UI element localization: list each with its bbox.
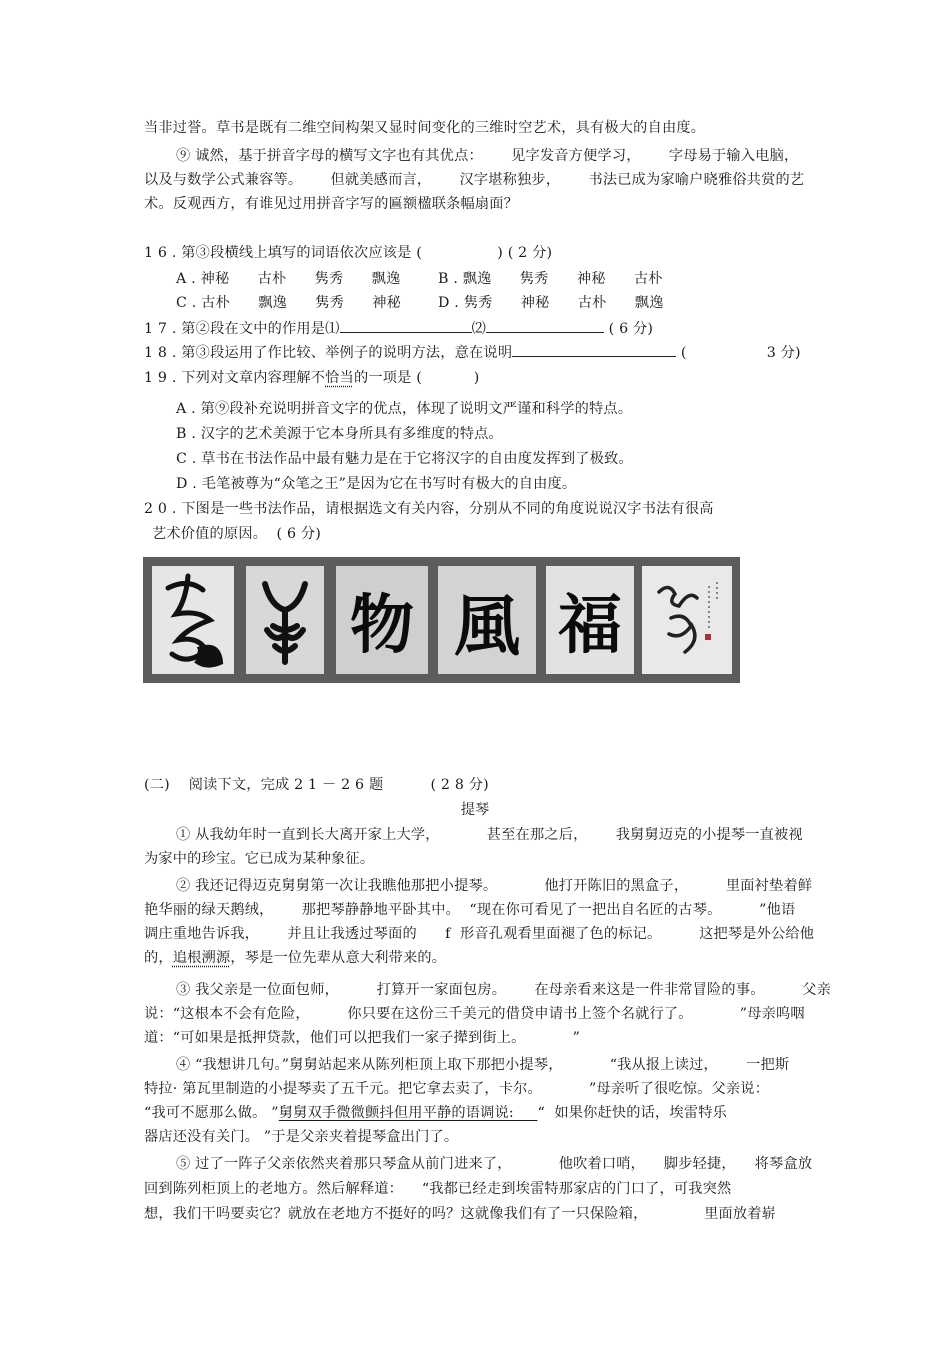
q19-option-b: B . 汉字的艺术美源于它本身所具有多维度的特点。	[176, 426, 503, 442]
underlined-sentence: 舅舅双手微微颤抖但用平静的语调说:	[278, 1105, 538, 1121]
question-18: 1 8 . 第③段运用了作比较、举例子的说明方法，意在说明 ( 3 分)	[144, 342, 801, 363]
emphasis-dots: 追根溯源	[172, 950, 231, 966]
paragraph-3-line3: 道：“可如果是抵押贷款，他们可以把我们一家子撵到街上。 ”	[144, 1030, 581, 1046]
paragraph-5-line1: ⑤ 过了一阵子父亲依然夹着那只琴盒从前门进来了， 他吹着口哨， 脚步轻捷， 将琴盒放	[176, 1156, 813, 1172]
passage-line: 当非过誉。草书是既有二维空间构架又显时间变化的三维时空艺术，具有极大的自由度。	[144, 120, 706, 136]
q16-option-a: A . 神秘 古朴 隽秀 飘逸	[176, 271, 401, 287]
paragraph-3-line1: ③ 我父亲是一位面包师， 打算开一家面包房。 在母亲看来这是一件非常冒险的事。 父亲	[176, 982, 832, 998]
running-script-drawing	[645, 570, 729, 670]
paragraph-5-line2: 回到陈列柜顶上的老地方。然后解释道： “我都已经走到埃雷特那家店的门口了，可我突然	[144, 1181, 732, 1197]
question-20-line1: 2 0 . 下图是一些书法作品，请根据选文有关内容，分别从不同的角度说说汉字书法有很高	[144, 501, 714, 517]
section-2-heading: (二) 阅读下文，完成 2 1 － 2 6 题 ( 2 8 分)	[144, 777, 489, 793]
q19-option-a: A . 第⑨段补充说明拼音文字的优点，体现了说明文严谨和科学的特点。	[176, 401, 633, 417]
question-20-line2: 艺术价值的原因。 ( 6 分)	[152, 526, 322, 542]
seal-script-panel	[246, 566, 324, 674]
paragraph-3-line2: 说：“这根本不会有危险， 你只要在这份三千美元的借贷申请书上签个名就行了。 ”母亲呜咽	[144, 1006, 805, 1022]
article-title: 提琴	[460, 802, 490, 818]
calligraphy-char-wu: 物	[336, 566, 428, 674]
q16-option-d: D . 隽秀 神秘 古朴 飘逸	[438, 295, 664, 311]
q18-blank[interactable]	[512, 342, 676, 357]
paragraph-4-line2: 特拉· 第瓦里制造的小提琴卖了五千元。把它拿去卖了，卡尔。 ”母亲听了很吃惊。父亲说：	[144, 1081, 770, 1097]
paragraph-2-line1: ② 我还记得迈克舅舅第一次让我瞧他那把小提琴。 他打开陈旧的黑盒子， 里面衬垫着鲜	[176, 878, 813, 894]
calligraphy-image	[143, 557, 740, 683]
paragraph-4-line3: “我可不愿那么做。 ”舅舅双手微微颤抖但用平静的语调说: “ 如果你赶快的话，埃雷特乐	[144, 1105, 727, 1121]
paragraph-4-line4: 器店还没有关门。 ”于是父亲夹着提琴盒出门了。	[144, 1129, 459, 1145]
cursive-calligraphy-panel	[152, 566, 234, 674]
paragraph-9-line1: ⑨ 诚然，基于拼音字母的横写文字也有其优点： 见字发音方便学习， 字母易于输入电脑，	[176, 148, 799, 164]
paragraph-9-line3: 术。反观西方，有谁见过用拼音字写的匾额楹联条幅扇面？	[144, 196, 519, 212]
cursive-script-drawing	[158, 570, 228, 670]
paragraph-1-line1: ① 从我幼年时一直到长大离开家上大学， 甚至在那之后， 我舅舅迈克的小提琴一直被视	[176, 827, 803, 843]
paragraph-9-line2: 以及与数学公式兼容等。 但就美感而言， 汉字堪称独步， 书法已成为家喻户晓雅俗共赏的艺	[144, 172, 805, 188]
q16-option-b: B . 飘逸 隽秀 神秘 古朴	[438, 271, 663, 287]
q16-option-c: C . 古朴 飘逸 隽秀 神秘	[176, 295, 402, 311]
running-script-panel	[642, 566, 732, 674]
paragraph-1-line2: 为家中的珍宝。它已成为某种象征。	[144, 851, 375, 867]
calligraphy-char-feng: 風	[438, 566, 536, 674]
ancient-character-drawing	[253, 570, 317, 670]
paragraph-4-line1: ④ “我想讲几句。”舅舅站起来从陈列柜顶上取下那把小提琴， “我从报上读过， 一把斯	[176, 1057, 790, 1073]
question-19: 1 9 . 下列对文章内容理解不恰当的一项是 ( )	[144, 370, 480, 386]
calligraphy-char-fu: 福	[546, 566, 634, 674]
paragraph-2-line4: 的，追根溯源，琴是一位先辈从意大利带来的。	[144, 950, 447, 966]
question-16: 1 6 . 第③段横线上填写的词语依次应该是 ( ) ( 2 分)	[144, 245, 553, 261]
paragraph-5-line3: 想，我们干吗要卖它？就放在老地方不挺好的吗？这就像我们有了一只保险箱， 里面放着崭	[144, 1206, 777, 1222]
paragraph-2-line3: 调庄重地告诉我， 并且让我透过琴面的 f 形音孔观看里面褪了色的标记。 这把琴是外公给他	[144, 926, 815, 942]
emphasis-dots: 恰当	[325, 370, 354, 386]
question-17: 1 7 . 第②段在文中的作用是⑴ ⑵ ( 6 分)	[144, 318, 653, 339]
q17-blank-2[interactable]	[486, 318, 604, 333]
q19-option-c: C . 草书在书法作品中最有魅力是在于它将汉字的自由度发挥到了极致。	[176, 451, 633, 467]
paragraph-2-line2: 艳华丽的绿天鹅绒， 那把琴静静地平卧其中。 “现在你可看见了一把出自名匠的古琴。 ”他语	[144, 902, 796, 918]
q17-blank-1[interactable]	[340, 318, 472, 333]
q19-option-d: D . 毛笔被尊为“众笔之王”是因为它在书写时有极大的自由度。	[176, 476, 577, 492]
